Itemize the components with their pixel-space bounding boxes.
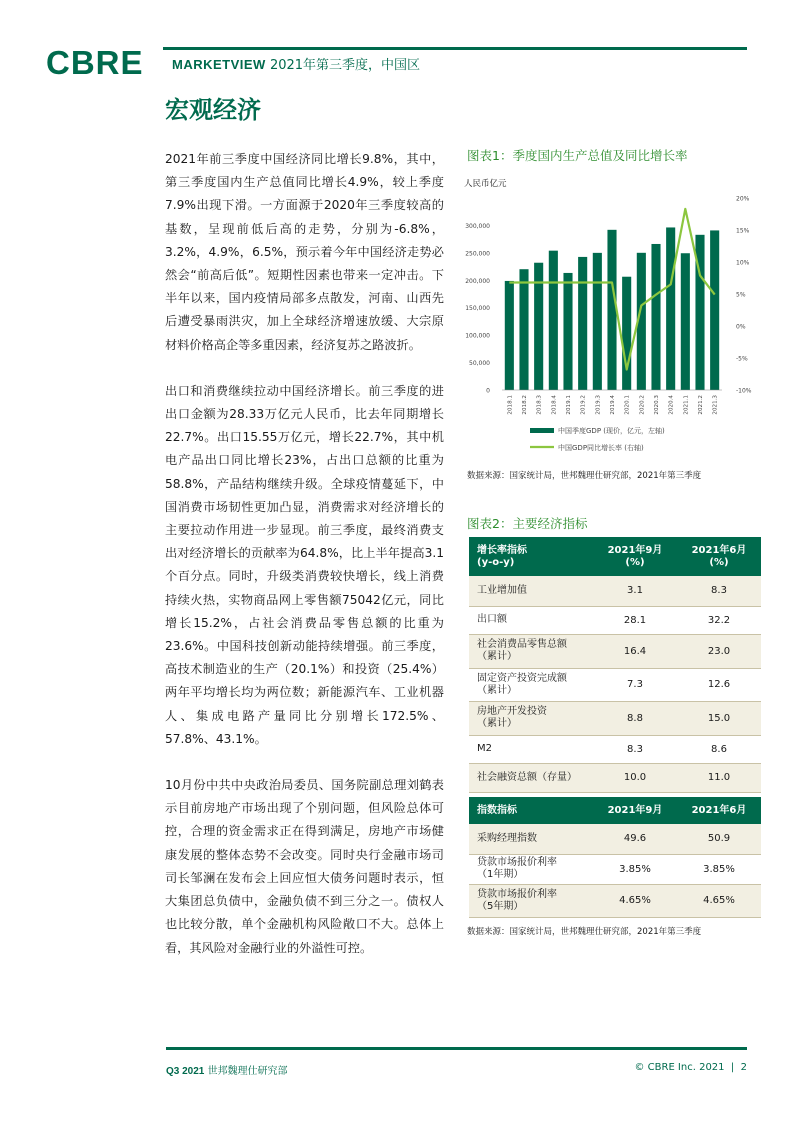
header-label: 增长率指标 (y-o-y) bbox=[469, 537, 593, 576]
footer-right bbox=[634, 1062, 747, 1073]
gdp-bar bbox=[607, 230, 616, 390]
row-label: 贷款市场报价利率 （1年期） bbox=[469, 854, 593, 884]
row-value-col1: 8.8 bbox=[593, 701, 677, 735]
row-value-col1: 7.3 bbox=[593, 668, 677, 701]
x-tick-label: 2019.2 bbox=[580, 395, 587, 415]
row-value-col2: 4.65% bbox=[677, 884, 761, 917]
x-tick-label: 2021.2 bbox=[698, 395, 704, 415]
cbre-logo: CBRE bbox=[46, 44, 144, 81]
x-tick-label: 2020.1 bbox=[624, 395, 631, 415]
table-row bbox=[469, 763, 761, 792]
footer-copyright: © CBRE Inc. 2021 bbox=[634, 1062, 725, 1073]
y-tick-label: 100,000 bbox=[465, 332, 490, 340]
header-col2: 2021年6月 bbox=[677, 797, 761, 824]
footer-separator: | bbox=[730, 1062, 735, 1073]
table-row bbox=[469, 634, 761, 668]
table-row bbox=[469, 606, 761, 634]
paragraph-gdp: 2021年前三季度中国经济同比增长9.8%，其中，第三季度国内生产总值同比增长4.9%，较上季度7.9%出现下滑。一方面源于2020年三季度较高的基数，呈现前低后高的走势，分别为-6.8%，3.2%，4.9%，6.5%，预示着今年中国经济走势必然会“前高后低”。短期性因素也带来一定冲击。下半年以来，国内疫情局部多点散发，河南、山西先后遭受暴雨洪灾，加上全球经济增速放缓、大宗原材料价格高企等多重因素，经济复苏之路波折。 bbox=[165, 152, 444, 352]
figure2-source: 数据来源：国家统计局，世邦魏理仕研究部，2021年第三季度 bbox=[467, 927, 702, 937]
footer-quarter: Q3 2021 bbox=[166, 1066, 205, 1077]
gdp-bar bbox=[505, 281, 514, 390]
y2-tick-label: 15% bbox=[736, 227, 750, 235]
row-value-col2: 12.6 bbox=[677, 668, 761, 701]
row-value-col1: 10.0 bbox=[593, 763, 677, 792]
x-tick-label: 2018.2 bbox=[522, 395, 528, 415]
row-value-col1: 16.4 bbox=[593, 634, 677, 668]
table-row bbox=[469, 735, 761, 763]
row-value-col1: 8.3 bbox=[593, 735, 677, 763]
table-row bbox=[469, 824, 761, 854]
gdp-bar bbox=[681, 253, 690, 390]
header-col1: 2021年9月 bbox=[593, 797, 677, 824]
footer-left bbox=[166, 1062, 288, 1077]
row-value-col1: 4.65% bbox=[593, 884, 677, 917]
section-title: 宏观经济 bbox=[165, 96, 261, 124]
x-tick-label: 2021.3 bbox=[712, 395, 719, 415]
series-name: MARKETVIEW bbox=[172, 57, 266, 72]
table-header bbox=[469, 797, 761, 824]
row-value-col2: 8.6 bbox=[677, 735, 761, 763]
table-row bbox=[469, 701, 761, 735]
row-label: 社会融资总额（存量） bbox=[469, 763, 593, 792]
x-tick-label: 2020.3 bbox=[654, 395, 660, 415]
row-value-col1: 49.6 bbox=[593, 824, 677, 854]
x-tick-label: 2021.1 bbox=[683, 395, 690, 415]
x-tick-label: 2019.4 bbox=[610, 395, 616, 415]
gdp-bar bbox=[622, 277, 631, 390]
row-label: 贷款市场报价利率 （5年期） bbox=[469, 884, 593, 917]
table-row bbox=[469, 854, 761, 884]
x-tick-label: 2019.1 bbox=[566, 395, 572, 415]
gdp-bar bbox=[710, 230, 719, 390]
figure1-source: 数据来源：国家统计局，世邦魏理仕研究部，2021年第三季度 bbox=[467, 471, 702, 481]
row-value-col1: 3.85% bbox=[593, 854, 677, 884]
y-tick-label: 50,000 bbox=[469, 360, 490, 368]
table-row bbox=[469, 576, 761, 606]
row-label: 出口额 bbox=[469, 606, 593, 634]
paragraph-export-consumption: 出口和消费继续拉动中国经济增长。前三季度的进出口金额为28.33万亿元人民币，比去年同期增长22.7%。出口15.55万亿元，增长22.7%，其中机电产品出口同比增长23%，占出口总额的比重为58.8%，产品结构继续升级。全球疫情蔓延下，中国消费市场韧性更加凸显，消费需求对经济增长的主要拉动作用进一步显现。前三季度，最终消费支出对经济增长的贡献率为64.8%，比上半年提高3.1个百分点。同时，升级类消费较快增长，线上消费持续火热，实物商品网上零售额75042亿元，同比增长15.2%，占社会消费品零售总额的比重为23.6%。中国科技创新动能持续增强。前三季度，高技术制造业的生产（20.1%）和投资（25.4%）两年平均增长均为两位数；新能源汽车、工业机器人、集成电路产量同比分别增长172.5%、57.8%、43.1%。 bbox=[165, 383, 444, 746]
row-label: 固定资产投资完成额 （累计） bbox=[469, 668, 593, 701]
x-tick-label: 2020.4 bbox=[668, 395, 675, 415]
table-row bbox=[469, 668, 761, 701]
gdp-bar bbox=[578, 257, 587, 390]
header-label: 指数指标 bbox=[469, 797, 593, 824]
y2-tick-label: -5% bbox=[736, 355, 748, 363]
paragraph-property-risk: 10月份中共中央政治局委员、国务院副总理刘鹤表示目前房地产市场出现了个别问题，但风险总体可控，合理的资金需求正在得到满足，房地产市场健康发展的整体态势不会改变。同时央行金融市场司司长邹澜在发布会上回应恒大债务问题时表示，恒大集团总负债中，金融负债不到三分之一。债权人也比较分散，单个金融机构风险敞口不大。总体上看，其风险对金融行业的外溢性可控。 bbox=[165, 778, 444, 955]
row-label: M2 bbox=[469, 735, 593, 763]
x-tick-label: 2018.3 bbox=[536, 395, 543, 415]
x-tick-label: 2019.3 bbox=[595, 395, 602, 415]
row-value-col1: 28.1 bbox=[593, 606, 677, 634]
row-value-col2: 8.3 bbox=[677, 576, 761, 606]
figure1-title: 图表1：季度国内生产总值及同比增长率 bbox=[467, 148, 688, 163]
y2-tick-label: 10% bbox=[736, 259, 750, 267]
footer-dept: 世邦魏理仕研究部 bbox=[207, 1066, 288, 1077]
report-subtitle: 2021年第三季度，中国区 bbox=[265, 58, 421, 73]
x-tick-label: 2018.1 bbox=[507, 395, 514, 415]
gdp-bar bbox=[651, 244, 660, 390]
row-value-col2: 15.0 bbox=[677, 701, 761, 735]
row-value-col2: 3.85% bbox=[677, 854, 761, 884]
y-tick-label: 0 bbox=[486, 387, 490, 395]
row-label: 社会消费品零售总额 （累计） bbox=[469, 634, 593, 668]
gdp-bar bbox=[593, 253, 602, 390]
growth-indicators-table bbox=[469, 537, 761, 793]
y-tick-label: 150,000 bbox=[465, 305, 490, 313]
row-value-col2: 32.2 bbox=[677, 606, 761, 634]
row-label: 工业增加值 bbox=[469, 576, 593, 606]
table-header bbox=[469, 537, 761, 576]
y2-tick-label: -10% bbox=[736, 387, 752, 395]
y-tick-label: 200,000 bbox=[465, 277, 490, 285]
legend-swatch-gdp bbox=[530, 428, 554, 433]
legend-label-growth: 中国GDP同比增长率 (右轴) bbox=[558, 444, 644, 452]
legend-label-gdp: 中国季度GDP (现价，亿元，左轴) bbox=[558, 427, 665, 435]
gdp-bar bbox=[563, 273, 572, 390]
body-text bbox=[165, 148, 444, 983]
header-col1: 2021年9月 (%) bbox=[593, 537, 677, 576]
y-tick-label: 300,000 bbox=[465, 222, 490, 230]
y-axis-label: 人民币亿元 bbox=[464, 179, 507, 189]
gdp-bar bbox=[666, 227, 675, 390]
y2-tick-label: 5% bbox=[736, 291, 746, 299]
x-tick-label: 2018.4 bbox=[551, 395, 558, 415]
row-value-col1: 3.1 bbox=[593, 576, 677, 606]
gdp-bar bbox=[519, 269, 528, 390]
y2-tick-label: 20% bbox=[736, 195, 750, 203]
x-tick-label: 2020.2 bbox=[639, 395, 646, 415]
footer-rule bbox=[166, 1047, 747, 1050]
report-header bbox=[172, 54, 420, 73]
page-number: 2 bbox=[740, 1062, 747, 1073]
y-tick-label: 250,000 bbox=[465, 250, 490, 258]
row-value-col2: 23.0 bbox=[677, 634, 761, 668]
row-value-col2: 50.9 bbox=[677, 824, 761, 854]
header-rule bbox=[163, 47, 747, 50]
gdp-bar bbox=[549, 251, 558, 390]
figure2-title: 图表2：主要经济指标 bbox=[467, 516, 588, 531]
y2-tick-label: 0% bbox=[736, 323, 746, 331]
index-indicators-table bbox=[469, 797, 761, 918]
table-row bbox=[469, 884, 761, 917]
row-label: 房地产开发投资 （累计） bbox=[469, 701, 593, 735]
gdp-chart bbox=[460, 172, 760, 462]
row-value-col2: 11.0 bbox=[677, 763, 761, 792]
header-col2: 2021年6月 (%) bbox=[677, 537, 761, 576]
row-label: 采购经理指数 bbox=[469, 824, 593, 854]
